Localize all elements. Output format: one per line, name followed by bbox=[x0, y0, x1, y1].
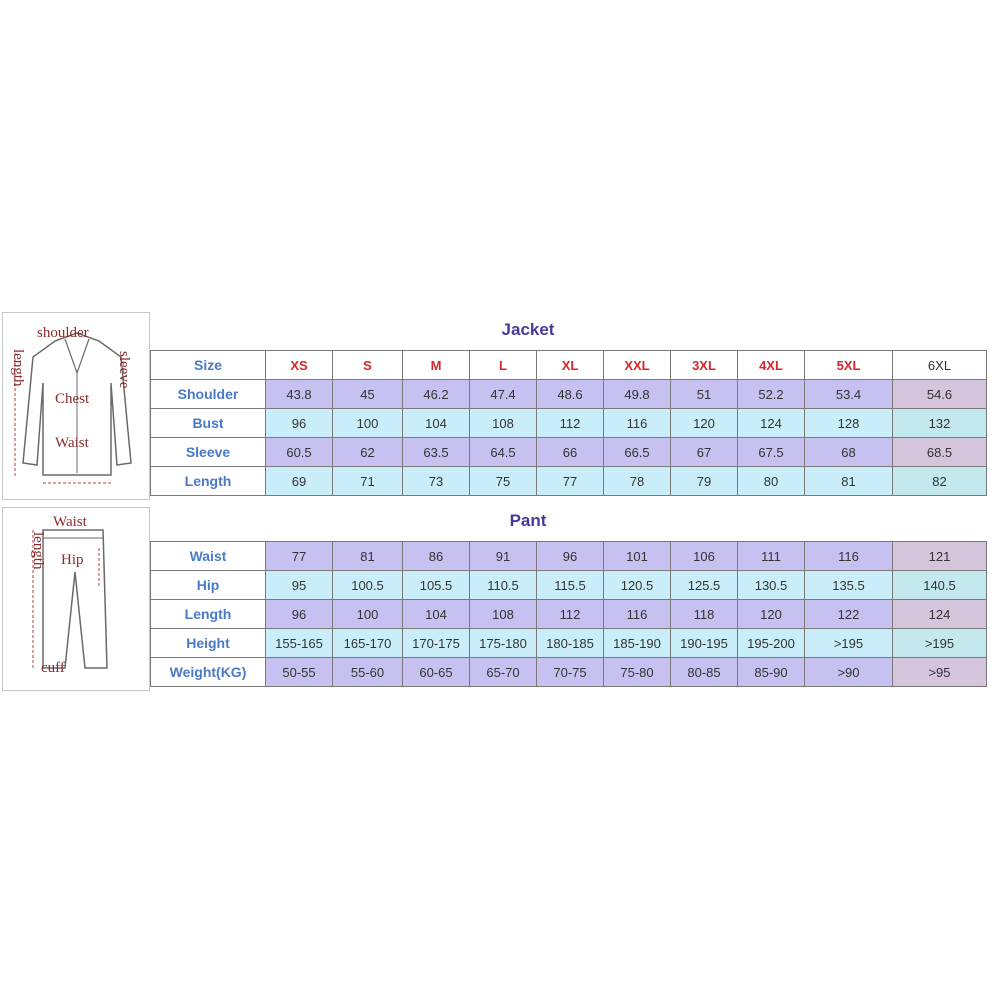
table-cell: 100.5 bbox=[333, 571, 403, 600]
table-cell: 77 bbox=[537, 467, 604, 496]
table-cell: 124 bbox=[893, 600, 987, 629]
table-row bbox=[151, 438, 987, 467]
jacket-shoulder-label: shoulder bbox=[37, 325, 89, 341]
pant-waist-label: Waist bbox=[53, 514, 87, 530]
row-label: Length bbox=[151, 467, 266, 496]
row-label: Sleeve bbox=[151, 438, 266, 467]
size-4xl: 4XL bbox=[738, 351, 805, 380]
table-cell: 125.5 bbox=[671, 571, 738, 600]
table-cell: 195-200 bbox=[738, 629, 805, 658]
table-cell: 67 bbox=[671, 438, 738, 467]
size-label: Size bbox=[151, 351, 266, 380]
table-cell: 132 bbox=[893, 409, 987, 438]
table-cell: 81 bbox=[333, 542, 403, 571]
table-cell: 49.8 bbox=[604, 380, 671, 409]
table-cell: 124 bbox=[738, 409, 805, 438]
row-label: Hip bbox=[151, 571, 266, 600]
table-row bbox=[151, 542, 987, 571]
size-6xl: 6XL bbox=[893, 351, 987, 380]
table-row bbox=[151, 409, 987, 438]
table-cell: 45 bbox=[333, 380, 403, 409]
table-cell: 55-60 bbox=[333, 658, 403, 687]
table-cell: 66.5 bbox=[604, 438, 671, 467]
table-cell: 48.6 bbox=[537, 380, 604, 409]
table-cell: 140.5 bbox=[893, 571, 987, 600]
table-cell: >195 bbox=[805, 629, 893, 658]
table-cell: 70-75 bbox=[537, 658, 604, 687]
table-cell: 135.5 bbox=[805, 571, 893, 600]
table-cell: 79 bbox=[671, 467, 738, 496]
table-cell: 69 bbox=[266, 467, 333, 496]
table-cell: 190-195 bbox=[671, 629, 738, 658]
table-cell: 71 bbox=[333, 467, 403, 496]
table-cell: 104 bbox=[403, 600, 470, 629]
table-cell: 170-175 bbox=[403, 629, 470, 658]
jacket-table bbox=[150, 350, 987, 496]
size-xxl: XXL bbox=[604, 351, 671, 380]
table-cell: 120 bbox=[671, 409, 738, 438]
table-cell: 96 bbox=[266, 409, 333, 438]
table-cell: 63.5 bbox=[403, 438, 470, 467]
table-cell: 80 bbox=[738, 467, 805, 496]
table-cell: 120.5 bbox=[604, 571, 671, 600]
size-3xl: 3XL bbox=[671, 351, 738, 380]
table-cell: 78 bbox=[604, 467, 671, 496]
table-cell: >95 bbox=[893, 658, 987, 687]
size-l: L bbox=[470, 351, 537, 380]
table-cell: 130.5 bbox=[738, 571, 805, 600]
jacket-sleeve-label: sleeve bbox=[116, 351, 132, 389]
pant-hip-label: Hip bbox=[61, 552, 84, 568]
jacket-length-label: length bbox=[10, 349, 26, 387]
table-cell: 91 bbox=[470, 542, 537, 571]
table-cell: 104 bbox=[403, 409, 470, 438]
row-label: Shoulder bbox=[151, 380, 266, 409]
table-cell: 122 bbox=[805, 600, 893, 629]
table-cell: 175-180 bbox=[470, 629, 537, 658]
table-cell: 85-90 bbox=[738, 658, 805, 687]
row-label: Length bbox=[151, 600, 266, 629]
table-cell: 62 bbox=[333, 438, 403, 467]
table-row bbox=[151, 380, 987, 409]
table-row bbox=[151, 571, 987, 600]
table-cell: 100 bbox=[333, 600, 403, 629]
table-cell: 111 bbox=[738, 542, 805, 571]
table-cell: 73 bbox=[403, 467, 470, 496]
size-chart bbox=[0, 310, 1000, 692]
row-label: Bust bbox=[151, 409, 266, 438]
row-label: Weight(KG) bbox=[151, 658, 266, 687]
pant-table bbox=[150, 541, 987, 687]
table-cell: 116 bbox=[604, 409, 671, 438]
table-cell: >90 bbox=[805, 658, 893, 687]
size-s: S bbox=[333, 351, 403, 380]
table-cell: 54.6 bbox=[893, 380, 987, 409]
table-cell: 51 bbox=[671, 380, 738, 409]
table-row bbox=[151, 658, 987, 687]
table-cell: 112 bbox=[537, 409, 604, 438]
pant-cuff-label: cuff bbox=[41, 660, 65, 676]
table-cell: 60-65 bbox=[403, 658, 470, 687]
table-cell: 82 bbox=[893, 467, 987, 496]
table-cell: 96 bbox=[537, 542, 604, 571]
row-label: Height bbox=[151, 629, 266, 658]
table-cell: 60.5 bbox=[266, 438, 333, 467]
table-cell: 65-70 bbox=[470, 658, 537, 687]
table-cell: 115.5 bbox=[537, 571, 604, 600]
table-row bbox=[151, 629, 987, 658]
row-label: Waist bbox=[151, 542, 266, 571]
table-cell: 77 bbox=[266, 542, 333, 571]
table-cell: 185-190 bbox=[604, 629, 671, 658]
jacket-chest-label: Chest bbox=[55, 391, 90, 407]
table-cell: 155-165 bbox=[266, 629, 333, 658]
table-cell: 52.2 bbox=[738, 380, 805, 409]
table-cell: 47.4 bbox=[470, 380, 537, 409]
pant-title: Pant bbox=[509, 511, 547, 530]
table-cell: 101 bbox=[604, 542, 671, 571]
jacket-title: Jacket bbox=[501, 320, 555, 339]
table-cell: 68.5 bbox=[893, 438, 987, 467]
table-cell: 53.4 bbox=[805, 380, 893, 409]
jacket-diagram bbox=[2, 312, 150, 500]
table-cell: 118 bbox=[671, 600, 738, 629]
table-cell: 128 bbox=[805, 409, 893, 438]
table-cell: 116 bbox=[604, 600, 671, 629]
table-cell: 50-55 bbox=[266, 658, 333, 687]
size-xl: XL bbox=[537, 351, 604, 380]
table-row bbox=[151, 600, 987, 629]
size-xs: XS bbox=[266, 351, 333, 380]
table-cell: 116 bbox=[805, 542, 893, 571]
size-5xl: 5XL bbox=[805, 351, 893, 380]
table-cell: 95 bbox=[266, 571, 333, 600]
table-cell: 86 bbox=[403, 542, 470, 571]
pant-diagram bbox=[2, 507, 150, 691]
table-cell: 120 bbox=[738, 600, 805, 629]
table-cell: 110.5 bbox=[470, 571, 537, 600]
table-cell: 165-170 bbox=[333, 629, 403, 658]
table-cell: 46.2 bbox=[403, 380, 470, 409]
pant-length-label: length bbox=[30, 532, 46, 570]
table-cell: 108 bbox=[470, 409, 537, 438]
table-cell: 67.5 bbox=[738, 438, 805, 467]
table-cell: >195 bbox=[893, 629, 987, 658]
table-row bbox=[151, 467, 987, 496]
table-cell: 121 bbox=[893, 542, 987, 571]
table-cell: 75 bbox=[470, 467, 537, 496]
table-cell: 108 bbox=[470, 600, 537, 629]
table-cell: 180-185 bbox=[537, 629, 604, 658]
table-cell: 68 bbox=[805, 438, 893, 467]
pant-sketch-icon bbox=[3, 508, 151, 692]
size-header-row bbox=[151, 351, 987, 380]
table-cell: 43.8 bbox=[266, 380, 333, 409]
table-cell: 64.5 bbox=[470, 438, 537, 467]
table-cell: 75-80 bbox=[604, 658, 671, 687]
table-cell: 100 bbox=[333, 409, 403, 438]
table-cell: 106 bbox=[671, 542, 738, 571]
jacket-waist-label: Waist bbox=[55, 435, 89, 451]
table-cell: 96 bbox=[266, 600, 333, 629]
table-cell: 112 bbox=[537, 600, 604, 629]
table-cell: 105.5 bbox=[403, 571, 470, 600]
size-m: M bbox=[403, 351, 470, 380]
table-cell: 66 bbox=[537, 438, 604, 467]
table-cell: 81 bbox=[805, 467, 893, 496]
table-cell: 80-85 bbox=[671, 658, 738, 687]
